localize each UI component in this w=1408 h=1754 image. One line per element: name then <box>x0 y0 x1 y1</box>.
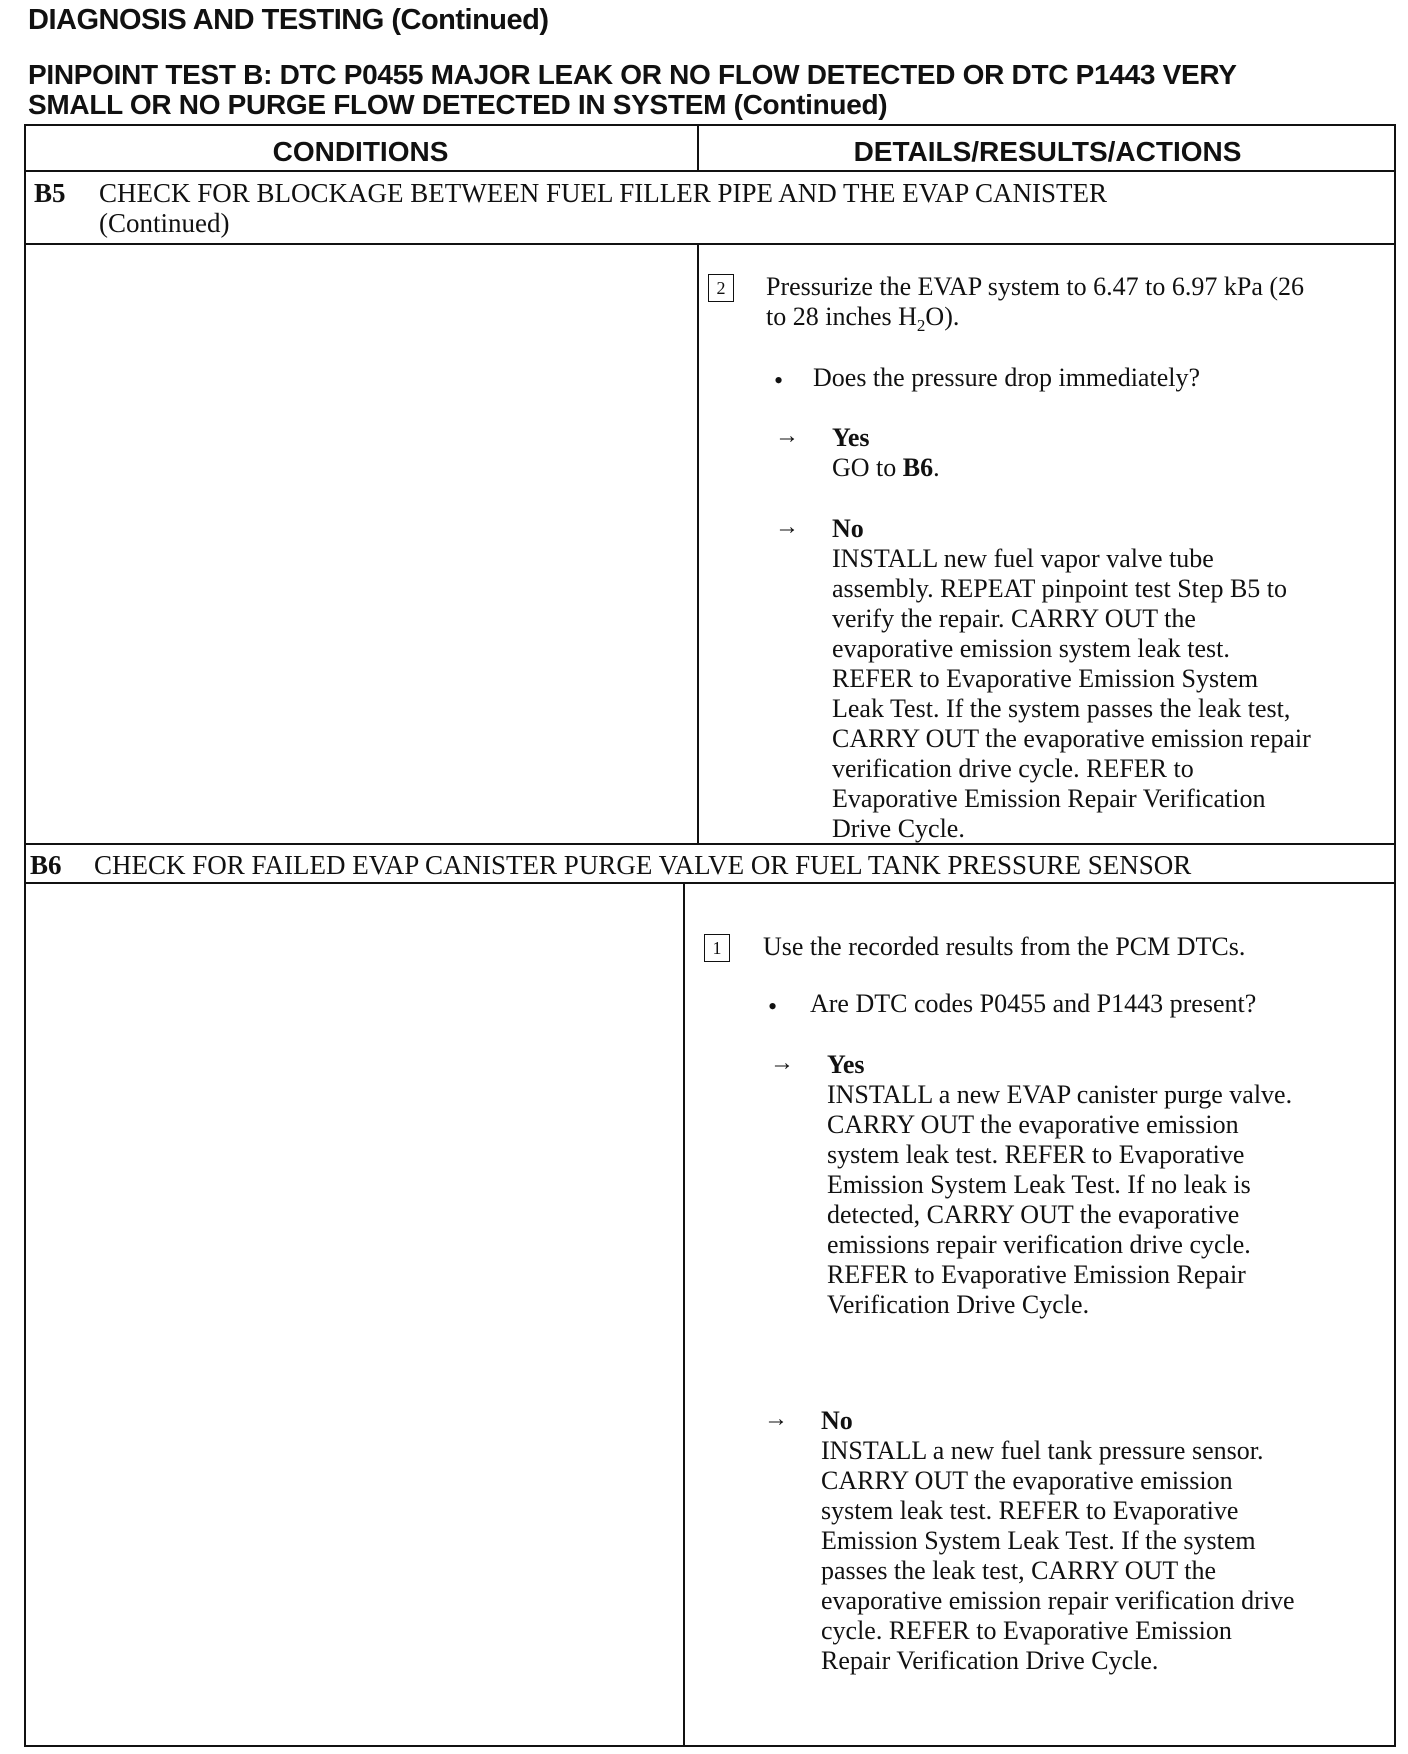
b5-no-line: Evaporative Emission Repair Verification <box>832 784 1266 813</box>
b5-yes-action <box>832 453 1392 483</box>
b6-no-line: cycle. REFER to Evaporative Emission <box>821 1616 1232 1645</box>
b6-question: Are DTC codes P0455 and P1443 present? <box>810 989 1257 1018</box>
b5-yes-branch <box>832 423 1392 483</box>
b6-no-line: evaporative emission repair verification drive <box>821 1586 1295 1615</box>
column-divider-b6 <box>683 882 685 1747</box>
b6-no-line: system leak test. REFER to Evaporative <box>821 1496 1239 1525</box>
test-title-line-2: SMALL OR NO PURGE FLOW DETECTED IN SYSTEM (Continued) <box>28 89 888 120</box>
b6-step-number: 1 <box>704 934 730 962</box>
b5-no-line: INSTALL new fuel vapor valve tube <box>832 544 1214 573</box>
b5-question: Does the pressure drop immediately? <box>813 363 1200 392</box>
b6-yes-line: CARRY OUT the evaporative emission <box>827 1110 1239 1139</box>
b5-no-line: REFER to Evaporative Emission System <box>832 664 1259 693</box>
b6-yes-arrow-icon: → <box>770 1050 794 1076</box>
b5-step-title <box>34 178 1384 238</box>
b6-no-label: No <box>821 1406 853 1435</box>
b5-no-line: Drive Cycle. <box>832 814 965 843</box>
b5-no-line: CARRY OUT the evaporative emission repair <box>832 724 1311 753</box>
b6-yes-line: INSTALL a new EVAP canister purge valve. <box>827 1080 1293 1109</box>
b5-no-line: verify the repair. CARRY OUT the <box>832 604 1196 633</box>
b6-yes-line: system leak test. REFER to Evaporative <box>827 1140 1245 1169</box>
b5-title-line-1: CHECK FOR BLOCKAGE BETWEEN FUEL FILLER PIPE AND THE EVAP CANISTER <box>99 178 1108 208</box>
b5-no-line: assembly. REPEAT pinpoint test Step B5 to <box>832 574 1288 603</box>
b6-step-id: B6 <box>30 850 62 880</box>
column-divider-b5 <box>697 243 699 843</box>
b6-no-branch <box>821 1406 1391 1676</box>
b6-title-text: CHECK FOR FAILED EVAP CANISTER PURGE VALVE OR FUEL TANK PRESSURE SENSOR <box>94 850 1192 880</box>
b6-yes-line: REFER to Evaporative Emission Repair <box>827 1260 1246 1289</box>
b5-no-branch <box>832 514 1398 844</box>
b6-no-line: CARRY OUT the evaporative emission <box>821 1466 1233 1495</box>
b6-no-line: Emission System Leak Test. If the system <box>821 1526 1256 1555</box>
conditions-header: CONDITIONS <box>272 136 449 167</box>
b6-no-arrow-icon: → <box>764 1406 788 1432</box>
b5-yes-text: GO to <box>832 453 903 482</box>
b5-no-line: Leak Test. If the system passes the leak test, <box>832 694 1291 723</box>
b6-yes-line: Verification Drive Cycle. <box>827 1290 1090 1319</box>
b6-yes-branch <box>827 1050 1393 1320</box>
b5-yes-label: Yes <box>832 423 870 452</box>
b6-no-line: Repair Verification Drive Cycle. <box>821 1646 1159 1675</box>
b5-no-arrow-icon: → <box>775 514 799 540</box>
b5-step-number: 2 <box>708 274 734 302</box>
b6-no-line: passes the leak test, CARRY OUT the <box>821 1556 1217 1585</box>
b5-instruction-line-1: Pressurize the EVAP system to 6.47 to 6.97 kPa (26 <box>766 272 1305 301</box>
b5-title-line-2: (Continued) <box>99 208 230 238</box>
b6-yes-label: Yes <box>827 1050 865 1079</box>
b5-yes-end: . <box>933 453 940 482</box>
b6-title-divider <box>24 882 1396 884</box>
b5-instruction-text-b: O). <box>925 302 960 331</box>
b6-step-title <box>30 850 1390 880</box>
b6-yes-line: Emission System Leak Test. If no leak is <box>827 1170 1251 1199</box>
pinpoint-test-title <box>28 60 1398 120</box>
b6-instruction: Use the recorded results from the PCM DTCs. <box>763 932 1246 961</box>
b5-instruction <box>766 272 1392 341</box>
b6-yes-line: emissions repair verification drive cycle. <box>827 1230 1251 1259</box>
b6-bullet-icon: • <box>768 992 778 1021</box>
b5-yes-arrow-icon: → <box>775 423 799 449</box>
b5-no-line: verification drive cycle. REFER to <box>832 754 1194 783</box>
b6-yes-line: detected, CARRY OUT the evaporative <box>827 1200 1240 1229</box>
b5-bullet-icon: • <box>774 366 784 395</box>
b6-no-line: INSTALL a new fuel tank pressure sensor. <box>821 1436 1264 1465</box>
b5-instruction-line-2 <box>766 302 1392 341</box>
b5-instruction-subscript: 2 <box>916 316 926 336</box>
details-header: DETAILS/RESULTS/ACTIONS <box>853 136 1242 167</box>
b5-yes-target: B6 <box>902 453 934 482</box>
b5-no-label: No <box>832 514 864 543</box>
header-divider <box>24 170 1396 172</box>
b5-title-divider <box>24 243 1396 245</box>
b5-no-line: evaporative emission system leak test. <box>832 634 1230 663</box>
b5-step-id: B5 <box>34 178 66 208</box>
section-title: DIAGNOSIS AND TESTING (Continued) <box>28 4 549 36</box>
b5-instruction-text-a: to 28 inches H <box>766 302 917 331</box>
test-title-line-1: PINPOINT TEST B: DTC P0455 MAJOR LEAK OR NO FLOW DETECTED OR DTC P1443 VERY <box>28 59 1237 90</box>
